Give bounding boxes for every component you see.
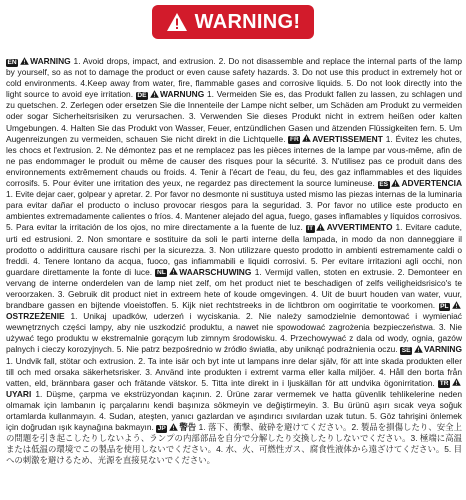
language-code-badge: FR [289,136,299,144]
language-code-badge: PL [440,302,449,310]
warning-triangle-icon [452,301,461,309]
language-code-badge: SE [401,346,411,354]
warning-triangle-icon [169,267,178,275]
warning-triangle-icon [316,223,325,231]
section-body: 1. Évitez les chutes, les chocs et l'extrusion. 2. Ne démontez pas et ne remplacez pas les pièces internes de la lampe par vous-même, afin de ne pas endommager le produit ou même de causer des risques pour la sécurité. 3. N'utilisez pas ce produit dans des environnements extrêmement chauds ou froids. 4. Tenir à l'écart de l'eau, du feu, des gaz inflammables et des liquides corrosifs. 5. Pour éviter une irritation des yeux, ne regardez pas directement la source lumineuse. [6,133,462,189]
language-code-badge: ES [379,180,388,188]
section-body: 1. Vermeiden Sie es, das Produkt fallen zu lassen, zu schlagen und zu quetschen. 2. Zerlegen oder ersetzen Sie die Innenteile der Lampe nicht selber, um Schäden am Produkt zu vermeiden oder sogar Sicherheitsrisiken zu verursachen. 3. Verwenden Sie dieses Produkt nicht in extrem heißen oder kalten Umgebungen. 4. Halten Sie das Produkt von Wasser, Feuer, entzündlichen Gasen und ätzenden Flüssigkeiten fern. 5. Um Augenreizungen zu vermeiden, schauen Sie nicht direkt in die Lichtquelle. [6,89,462,144]
section-heading: 警告 [179,422,197,433]
warning-triangle-icon [391,179,400,187]
language-code-badge: IT [307,224,314,232]
section-heading: UYARI [6,388,32,399]
warning-triangle-icon [302,134,311,142]
language-code-badge: EN [7,58,17,66]
section-heading: OSTRZEŻENIE [6,311,65,322]
section-heading: WARNUNG [160,89,205,100]
section-heading: WAARSCHUWING [179,266,252,277]
section-body: 1. Düşme, çarpma ve ekstrüzyondan kaçının. 2. Ürüne zarar vermemek ve hatta güvenlik tehlikelerine neden olmamak için lambanın iç parçalarını kendi başınıza sökmeyin ve değiştirmeyin. 3. Bu ürünü aşırı sıcak veya soğuk ortamlarda kullanmayın. 4. Sudan, ateşten, yanıcı gazlardan ve aşındırıcı sıvılardan uzak tutun. 5. Göz tahrişini önlemek için doğrudan ışık kaynağına bakmayın. [6,388,462,433]
language-code-badge: DE [137,91,147,99]
section-heading: VARNING [424,344,462,355]
section-heading: ADVERTENCIA [401,178,462,189]
warning-text-block [6,56,462,496]
section-body: 1. Undvik fall, stötar och extrusion. 2. Ta inte isär och byt inte ut lampans inre delar själv, för att inte skada produkten eller till och med orsaka säkerhetsrisker. 3. Använd inte produkten i extremt varma eller kalla miljöer. 4. Håll den borta från vatten, eld, brännbara gaser och frätande vätskor. 5. Titta inte direkt in i ljuskällan för att undvika ögonirritation. [6,355,462,388]
warning-triangle-icon [166,12,188,32]
warning-triangle-icon [452,378,461,386]
section-body: 1. Evite dejar caer, golpear y apretar. 2. Por favor no desmonte ni sustituya usted mismo las piezas internas de la luminaria para evitar dañar el producto o incluso provocar riesgos para la seguridad. 3. Por favor no utilice este producto en ambientes extremadamente calientes o fríos. 4. Mantener alejado del agua, fuego, gases inflamables y líquidos corrosivos. 5. Para evitar la irritación de los ojos, no mire directamente a la fuente de luz. [6,189,462,233]
warning-triangle-icon [150,90,159,98]
language-code-badge: JP [157,424,166,432]
section-body: 1. Avoid drops, impact, and extrusion. 2. Do not disassemble and replace the internal parts of the lamp by yourself, so as not to damage the product or even cause safety hazards. 3. Do not use this product in extremely hot or cold environments. 4.Keep away from water, fire, flammable gases and corrosive liquids. 5. Do not look directly into the light source to avoid eye irritation. [6,56,462,100]
section-heading: AVERTISSEMENT [312,133,383,144]
section-body: 1. Vermijd vallen, stoten en extrusie. 2. Demonteer en vervang de interne onderdelen van de lamp niet zelf, om het product niet te beschadigen of zelfs veiligheidsrisico's te veroorzaken. 3. Gebruik dit product niet in extreem hete of koude omgevingen. 4. Uit de buurt houden van water, vuur, brandbare gassen en bijtende vloeistoffen. 5. Kijk niet rechtstreeks in de lichtbron om oogirritatie te voorkomen. [6,266,462,311]
warning-triangle-icon [20,57,29,65]
warning-triangle-icon [169,423,178,431]
language-code-badge: TR [439,380,449,388]
section-body: 1. Unikaj upadków, uderzeń i wyciskania. 2. Nie należy samodzielnie demontować i wymieniać wewnętrznych części lampy, aby nie uszkodzić produktu, a nawet nie spowodować zagrożenia bezpieczeństwa. 3. Nie używać tego produktu w ekstremalnie gorącym lub zimnym środowisku. 4. Przechowywać z dala od wody, ognia, gazów palnych i cieczy korozyjnych. 5. Nie patrz bezpośrednio w źródło światła, aby uniknąć podrażnienia oczu. [6,311,462,355]
language-code-badge: NL [156,269,166,277]
section-body: 1. Evitare cadute, urti ed estrusioni. 2. Non smontare e sostituire da soli le parti interne della lampada, in modo da non danneggiare il prodotto o addirittura causare rischi per la sicurezza. 3. Non utilizzare questo prodotto in ambienti estremamente caldi o freddi. 4. Tenere lontano da acqua, fuoco, gas infiammabili e liquidi corrosivi. 5. Per evitare irritazioni agli occhi, non guardare direttamente la fonte di luce. [6,222,462,277]
section-body: 1. 落下、衝撃、破砕を避けてください。2. 製品を損傷したり、安全上の問題を引き起こしたりしないよう、ランプの内部部品を自分で分解したり交換したりしないでください。3. 極端に高温または低温の環境でこの製品を使用しないでください。4. 水、火、可燃性ガス、腐食性液体から遠ざけてください。5. 目への刺激を避けるため、光源を直接見ないでください。 [6,422,462,466]
warning-banner [152,5,314,39]
banner-title: WARNING! [194,10,301,33]
section-heading: WARNING [30,56,71,66]
section-heading: AVVERTIMENTO [326,222,393,233]
warning-triangle-icon [414,345,423,353]
